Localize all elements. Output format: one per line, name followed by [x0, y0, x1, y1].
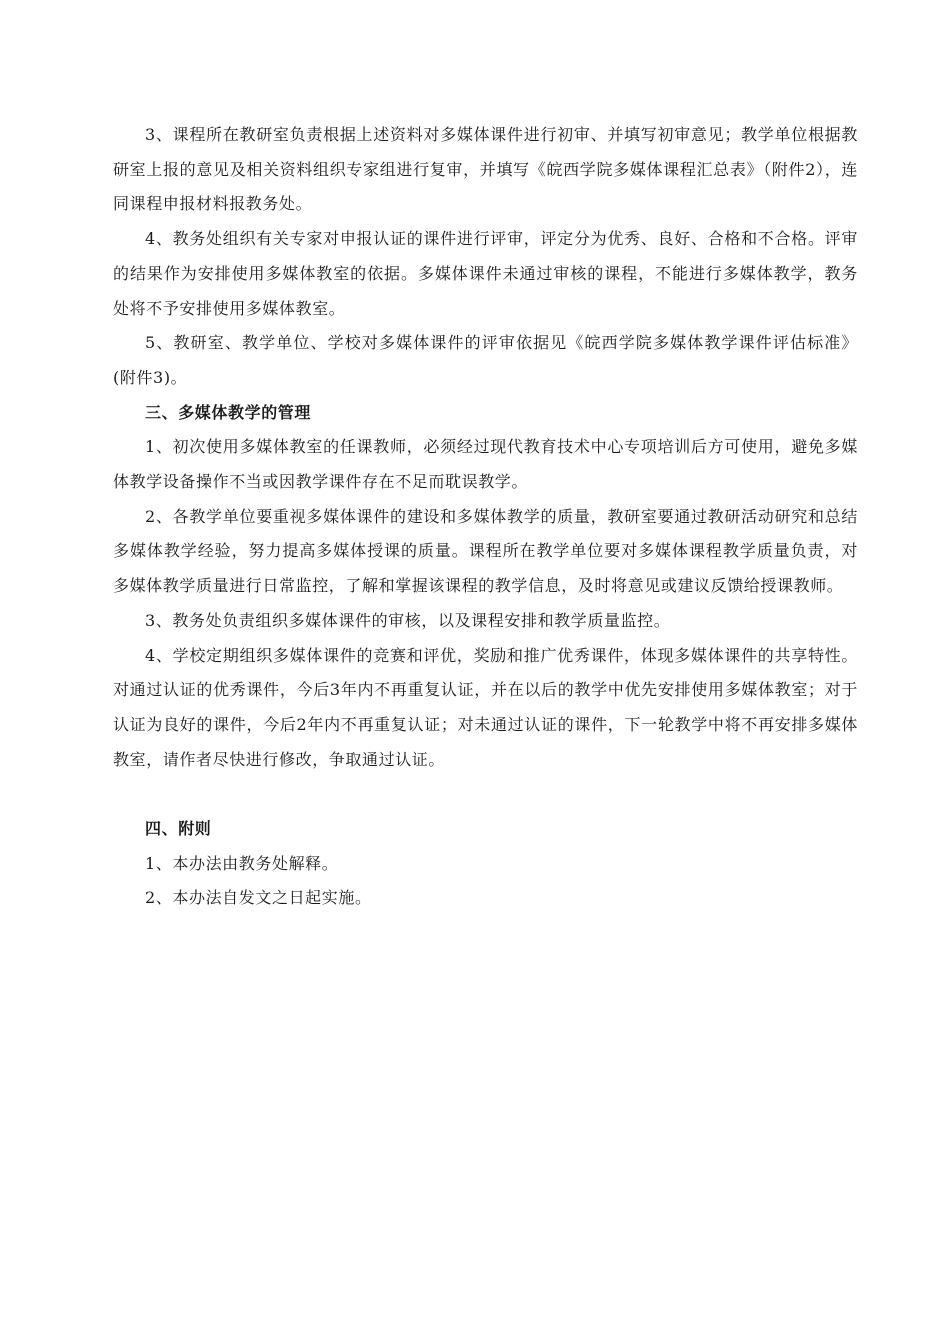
paragraph-4-2: 2、本办法自发文之日起实施。	[145, 888, 372, 908]
paragraph-2-3: 3、课程所在教研室负责根据上述资料对多媒体课件进行初审、并填写初审意见；教学单位根据教研室上报的意见及相关资料组织专家组进行复审，并填写《皖西学院多媒体课程汇总表》（附件2），连同课程申报材料报教务处。	[113, 125, 858, 214]
section-4-heading: 四、附则	[145, 819, 212, 839]
paragraph-2-4: 4、教务处组织有关专家对申报认证的课件进行评审，评定分为优秀、良好、合格和不合格。评审的结果作为安排使用多媒体教室的依据。多媒体课件未通过审核的课程，不能进行多媒体教学，教务处将不予安排使用多媒体教室。	[113, 229, 858, 318]
section-3-heading: 三、多媒体教学的管理	[145, 402, 312, 422]
paragraph-2-5: 5、教研室、教学单位、学校对多媒体课件的评审依据见《皖西学院多媒体教学课件评估标准》(附件3)。	[113, 333, 858, 387]
document-page	[113, 118, 858, 916]
blank-line	[113, 777, 858, 812]
paragraph-3-2: 2、各教学单位要重视多媒体课件的建设和多媒体教学的质量，教研室要通过教研活动研究和总结多媒体教学经验，努力提高多媒体授课的质量。课程所在教学单位要对多媒体课程教学质量负责，对多媒体教学质量进行日常监控，了解和掌握该课程的教学信息，及时将意见或建议反馈给授课教师。	[113, 506, 858, 596]
paragraph-4-1: 1、本办法由教务处解释。	[145, 853, 339, 873]
paragraph-3-3: 3、教务处负责组织多媒体课件的审核，以及课程安排和教学质量监控。	[145, 610, 671, 630]
paragraph-3-1: 1、初次使用多媒体教室的任课教师，必须经过现代教育技术中心专项培训后方可使用，避免多媒体教学设备操作不当或因教学课件存在不足而耽误教学。	[113, 437, 858, 492]
paragraph-3-4: 4、学校定期组织多媒体课件的竞赛和评优，奖励和推广优秀课件，体现多媒体课件的共享特性。对通过认证的优秀课件，今后3年内不再重复认证，并在以后的教学中优先安排使用多媒体教室；对于认证为良好的课件，今后2年内不再重复认证；对未通过认证的课件，下一轮教学中将不再安排多媒体教室，请作者尽快进行修改，争取通过认证。	[113, 645, 858, 769]
